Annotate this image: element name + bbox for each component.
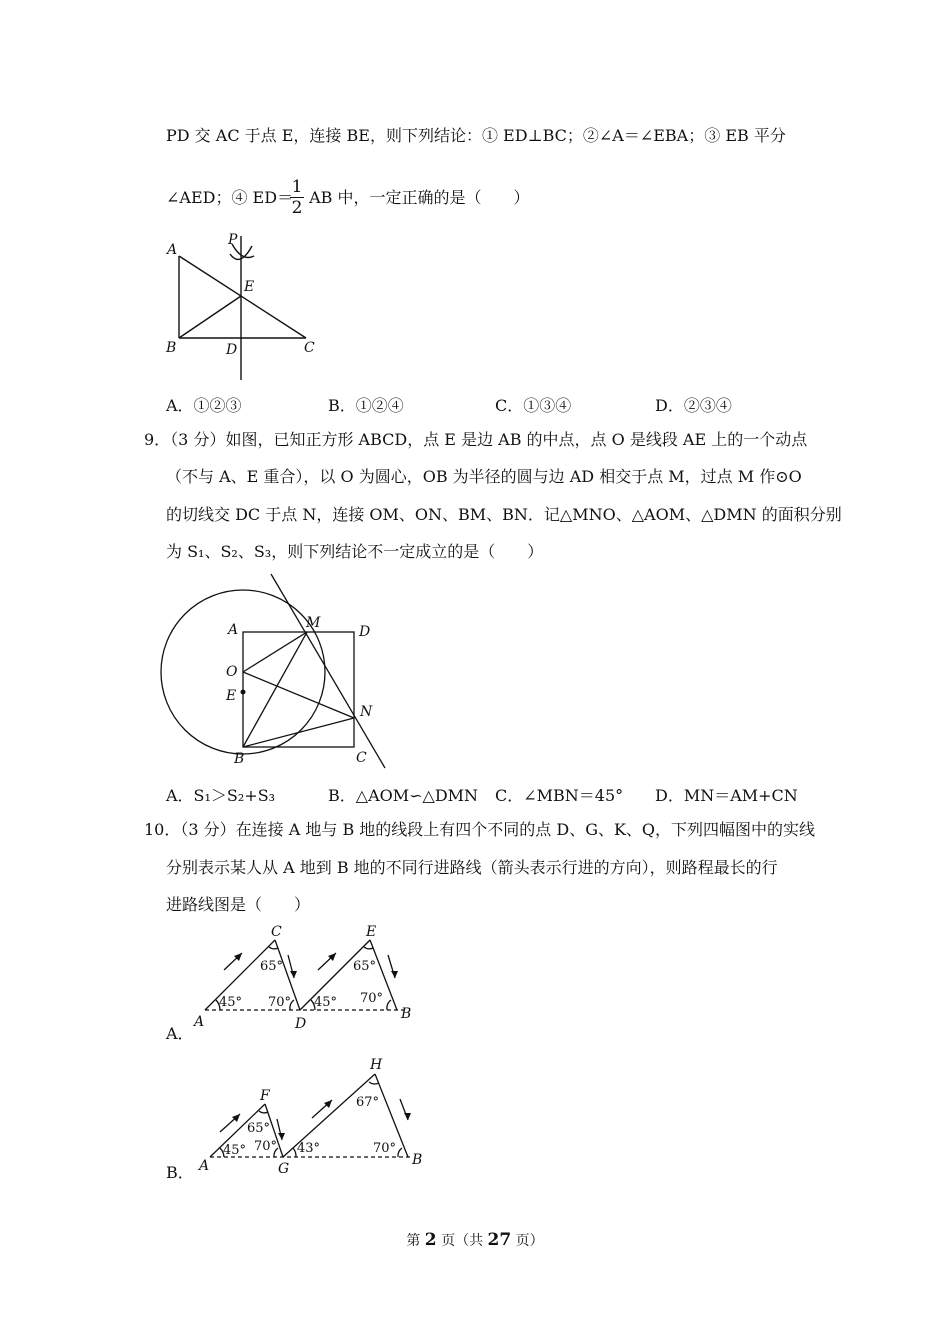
q10-a-angle-5: 65° xyxy=(353,959,377,974)
q10-b-angle-2: 65° xyxy=(247,1121,271,1136)
q10-a-angle-2: 65° xyxy=(260,959,284,974)
q9-figure xyxy=(160,570,400,775)
q9-label-B: B xyxy=(234,751,245,767)
q8-label-D: D xyxy=(226,342,238,358)
q9-text-line2: （不与 A、E 重合），以 O 为圆心，OB 为半径的圆与边 AD 相交于点 M，过点 M 作⊙O xyxy=(166,467,802,486)
q8-option-d[interactable]: D．②③④ xyxy=(655,396,732,415)
q10-a-angle-4: 45° xyxy=(314,995,338,1010)
q10-b-angle-3: 70° xyxy=(254,1139,278,1154)
q10-b-angle-4: 43° xyxy=(297,1141,321,1156)
footer-page-number: 2 xyxy=(424,1230,437,1250)
q10-option-b-figure[interactable] xyxy=(190,1052,440,1177)
fraction-denominator: 2 xyxy=(291,198,303,218)
q8-option-b[interactable]: B．①②④ xyxy=(328,396,404,415)
q9-label-N: N xyxy=(360,704,373,720)
q8-label-B: B xyxy=(166,340,177,356)
q10-option-b-label[interactable]: B． xyxy=(166,1163,194,1182)
q10-a-angle-6: 70° xyxy=(360,991,384,1006)
q10-text-line3: 进路线图是（ ） xyxy=(166,895,311,914)
q9-option-a[interactable]: A．S₁＞S₂+S₃ xyxy=(166,786,276,805)
q9-text-line4: 为 S₁、S₂、S₃，则下列结论不一定成立的是（ ） xyxy=(166,542,544,561)
footer-pre: 第 xyxy=(406,1233,425,1249)
q10-b-angle-1: 45° xyxy=(223,1143,247,1158)
q8-label-E: E xyxy=(244,279,255,295)
fraction-numerator: 1 xyxy=(291,177,303,197)
q10-a-point-A: A xyxy=(194,1014,205,1030)
q10-a-point-C: C xyxy=(271,924,282,940)
q10-b-point-B: B xyxy=(412,1152,423,1168)
q10-b-angle-6: 70° xyxy=(373,1141,397,1156)
q8-fraction xyxy=(290,178,304,217)
q10-b-point-A: A xyxy=(199,1158,210,1174)
q10-text-line2: 分别表示某人从 A 地到 B 地的不同行进路线（箭头表示行进的方向），则路程最长的行 xyxy=(166,858,778,877)
page-footer xyxy=(0,1230,950,1250)
q9-text-line3: 的切线交 DC 于点 N，连接 OM、ON、BM、BN．记△MNO、△AOM、△DMN 的面积分别 xyxy=(166,505,842,524)
q8-line2-post: AB 中，一定正确的是（ ） xyxy=(309,188,530,207)
q8-label-C: C xyxy=(304,340,315,356)
q9-text-line1: 9．（3 分）如图，已知正方形 ABCD，点 E 是边 AB 的中点，点 O 是线段 AE 上的一个动点 xyxy=(144,430,808,449)
q10-a-point-B: B xyxy=(401,1006,412,1022)
q9-option-c[interactable]: C．∠MBN＝45° xyxy=(495,786,624,805)
q8-text-line2 xyxy=(166,188,529,208)
q9-option-b[interactable]: B．△AOM∽△DMN xyxy=(328,786,479,805)
q8-figure xyxy=(160,228,330,388)
q9-label-C: C xyxy=(356,750,367,766)
q10-a-angle-1: 45° xyxy=(219,995,243,1010)
q9-label-D: D xyxy=(359,624,371,640)
q9-label-M: M xyxy=(306,615,321,631)
q8-label-A: A xyxy=(167,242,178,258)
footer-total-pages: 27 xyxy=(487,1230,512,1250)
q10-b-point-H: H xyxy=(370,1057,383,1073)
q10-option-a-figure[interactable] xyxy=(190,920,420,1035)
q9-label-E: E xyxy=(226,688,237,704)
q8-line2-pre: ∠AED；④ ED＝ xyxy=(166,188,294,207)
footer-post: 页） xyxy=(511,1233,544,1249)
q8-option-a[interactable]: A．①②③ xyxy=(166,396,242,415)
q10-a-angle-3: 70° xyxy=(268,995,292,1010)
q10-b-point-F: F xyxy=(260,1088,270,1104)
q10-text-line1: 10．（3 分）在连接 A 地与 B 地的线段上有四个不同的点 D、G、K、Q，下列四幅图中的实线 xyxy=(144,820,816,839)
footer-mid: 页（共 xyxy=(436,1233,488,1249)
q8-text-line1: PD 交 AC 于点 E，连接 BE，则下列结论：① ED⊥BC；②∠A＝∠EBA；③ EB 平分 xyxy=(166,126,786,145)
q9-option-d[interactable]: D．MN＝AM+CN xyxy=(655,786,798,805)
q10-b-point-G: G xyxy=(278,1161,290,1177)
q10-option-a-label[interactable]: A． xyxy=(166,1024,194,1043)
q10-a-point-D: D xyxy=(295,1016,307,1032)
q10-a-point-E: E xyxy=(366,924,377,940)
q8-option-c[interactable]: C．①③④ xyxy=(495,396,572,415)
q9-label-O: O xyxy=(226,664,238,680)
q10-b-angle-5: 67° xyxy=(356,1095,380,1110)
q8-label-P: P xyxy=(228,232,238,248)
q9-label-A: A xyxy=(228,622,239,638)
